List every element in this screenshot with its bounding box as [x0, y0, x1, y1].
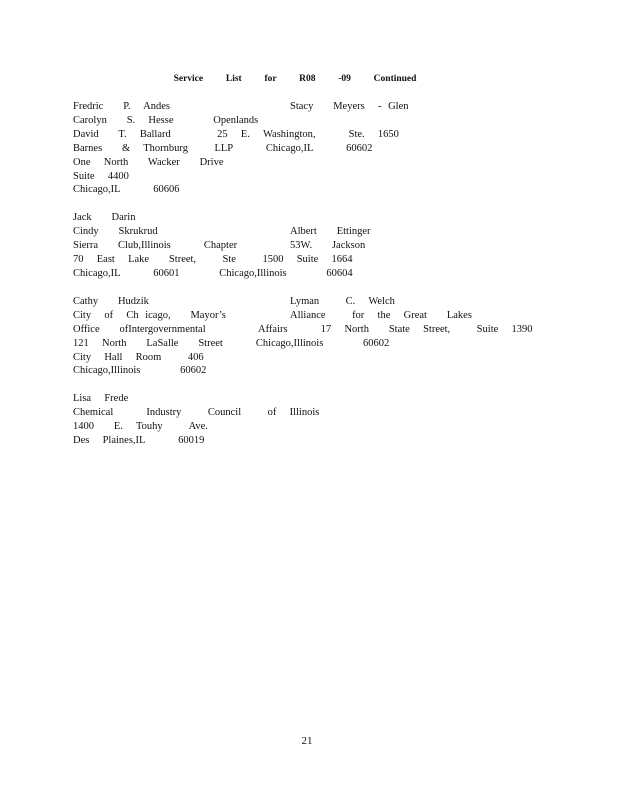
contact-line: 70 East Lake Street, Ste 1500 Suite 1664	[73, 253, 353, 265]
contact-line: Alliance for the Great Lakes	[290, 309, 472, 321]
contact-line: City Hall Room 406	[73, 351, 204, 363]
contact-line: Des Plaines,IL 60019	[73, 434, 205, 446]
contact-line: 1400 E. Touhy Ave.	[73, 420, 208, 432]
contact-line: Sierra Club,Illinois Chapter	[73, 239, 238, 251]
contact-block-hesse-ballard	[73, 114, 399, 197]
contact-block-andes	[73, 100, 170, 114]
contact-block-welch	[290, 295, 472, 323]
contact-line: Jack Darin	[73, 212, 136, 223]
contact-line: Albert Ettinger	[290, 226, 371, 237]
contact-line: City of Ch icago, Mayor’s	[73, 309, 226, 321]
contact-line: Stacy Meyers - Glen	[290, 101, 409, 112]
contact-line: Fredric P. Andes	[73, 101, 170, 112]
contact-line: Chicago,IL 60601 Chicago,Illinois 60604	[73, 267, 353, 279]
contact-line: Carolyn S. Hesse Openlands	[73, 115, 259, 126]
contact-block-frede	[73, 392, 319, 448]
contact-line: 53W. Jackson	[290, 239, 366, 251]
contact-block-darin	[73, 211, 135, 225]
contact-line: David T. Ballard 25 E. Washington, Ste. 1650	[73, 128, 399, 140]
contact-line: Cindy Skrukrud	[73, 226, 158, 237]
contact-block-ettinger	[290, 225, 371, 253]
contact-line: Lisa Frede	[73, 393, 129, 404]
contact-line: Office ofIntergovernmental Affairs 17 North State Street, Suite 1390	[73, 323, 533, 335]
contact-line: Chicago,IL 60606	[73, 184, 180, 196]
service-list-heading: Service List for R08 -09 Continued	[173, 74, 417, 84]
contact-line: Suite 4400	[73, 170, 129, 182]
contact-line: Cathy Hudzik	[73, 296, 149, 307]
contact-line: Chemical Industry Council of Illinois	[73, 406, 320, 418]
contact-line: One North Wacker Drive	[73, 156, 224, 168]
contact-line: 121 North LaSalle Street Chicago,Illinois 60602	[73, 337, 390, 349]
contact-line: Barnes & Thornburg LLP Chicago,IL 60602	[73, 142, 373, 154]
page-number: 21	[301, 735, 313, 747]
contact-line: Lyman C. Welch	[290, 296, 395, 307]
contact-block-meyers-glen	[290, 100, 408, 114]
contact-line: Chicago,Illinois 60602	[73, 365, 207, 377]
